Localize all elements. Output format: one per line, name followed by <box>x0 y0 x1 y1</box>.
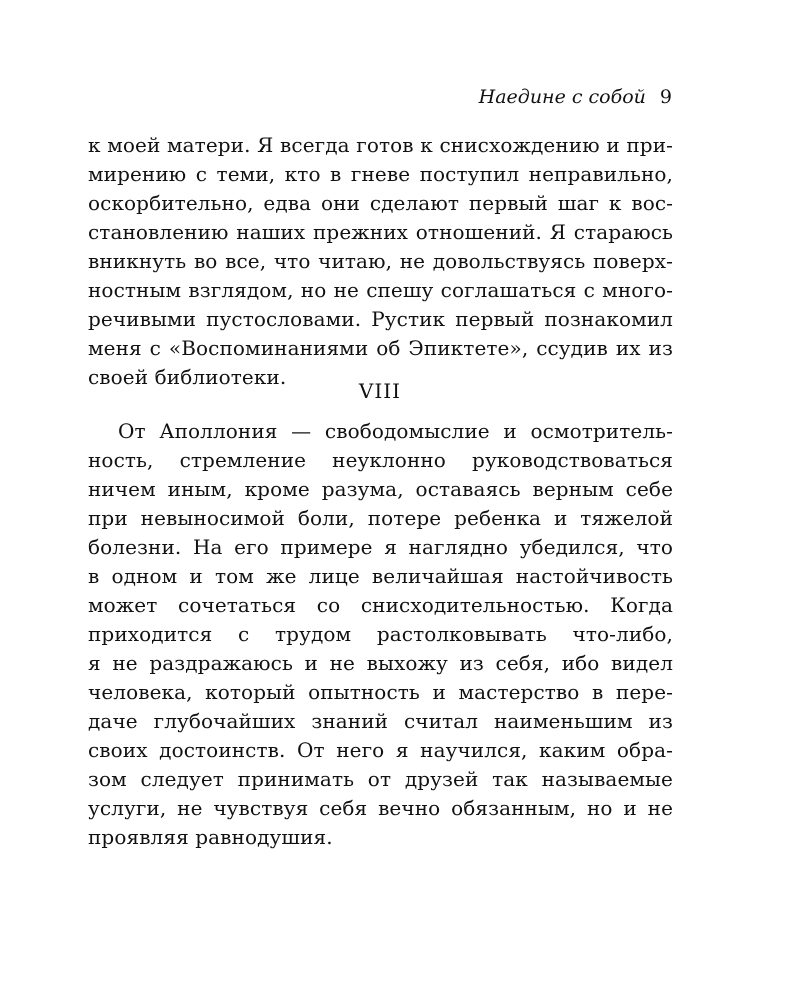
text-line: болезни. На его примере я наглядно убедился, что <box>88 535 673 559</box>
text-line: меня с «Воспоминаниями об Эпиктете», ссудив их из <box>88 336 673 360</box>
text-line: человека, который опытность и мастерство в пере- <box>88 680 673 704</box>
text-line: приходится с трудом растолковывать что-либо, <box>88 622 673 646</box>
text-line: к моей матери. Я всегда готов к снисхождению и при- <box>88 133 673 157</box>
running-head <box>479 85 672 109</box>
text-line: услуги, не чувствуя себя вечно обязанным, но и не <box>88 796 673 820</box>
paragraph-2 <box>88 417 673 852</box>
text-line: вникнуть во все, что читаю, не довольствуясь поверх- <box>88 249 673 273</box>
text-line: речивыми пустословами. Рустик первый познакомил <box>88 307 673 331</box>
text-line: я не раздражаюсь и не выхожу из себя, ибо видел <box>88 651 673 675</box>
text-line: ность, стремление неуклонно руководствоваться <box>88 448 673 472</box>
text-line: становлению наших прежних отношений. Я стараюсь <box>88 220 673 244</box>
text-line: От Аполлония — свободомыслие и осмотритель- <box>118 419 673 443</box>
text-line: мирению с теми, кто в гневе поступил неправильно, <box>88 162 673 186</box>
paragraph-1 <box>88 131 673 392</box>
text-line: может сочетаться со снисходительностью. Когда <box>88 593 673 617</box>
text-line: своей библиотеки. <box>88 365 287 389</box>
text-line: проявляя равнодушия. <box>88 825 333 849</box>
text-line: в одном и том же лице величайшая настойчивость <box>88 564 673 588</box>
text-line: при невыносимой боли, потере ребенка и тяжелой <box>88 506 673 530</box>
text-line: ностным взглядом, но не спешу соглашаться с много- <box>88 278 673 302</box>
text-line: оскорбительно, едва они сделают первый шаг к вос- <box>88 191 673 215</box>
text-line: ничем иным, кроме разума, оставаясь верным себе <box>88 477 673 501</box>
page-number: 9 <box>659 86 672 108</box>
text-line: зом следует принимать от друзей так называемые <box>88 767 673 791</box>
text-line: даче глубочайших знаний считал наименьшим из <box>88 709 673 733</box>
text-line: своих достоинств. От него я научился, каким обра- <box>88 738 673 762</box>
section-heading: VIII <box>358 379 402 403</box>
running-title: Наедине с собой <box>478 86 646 108</box>
